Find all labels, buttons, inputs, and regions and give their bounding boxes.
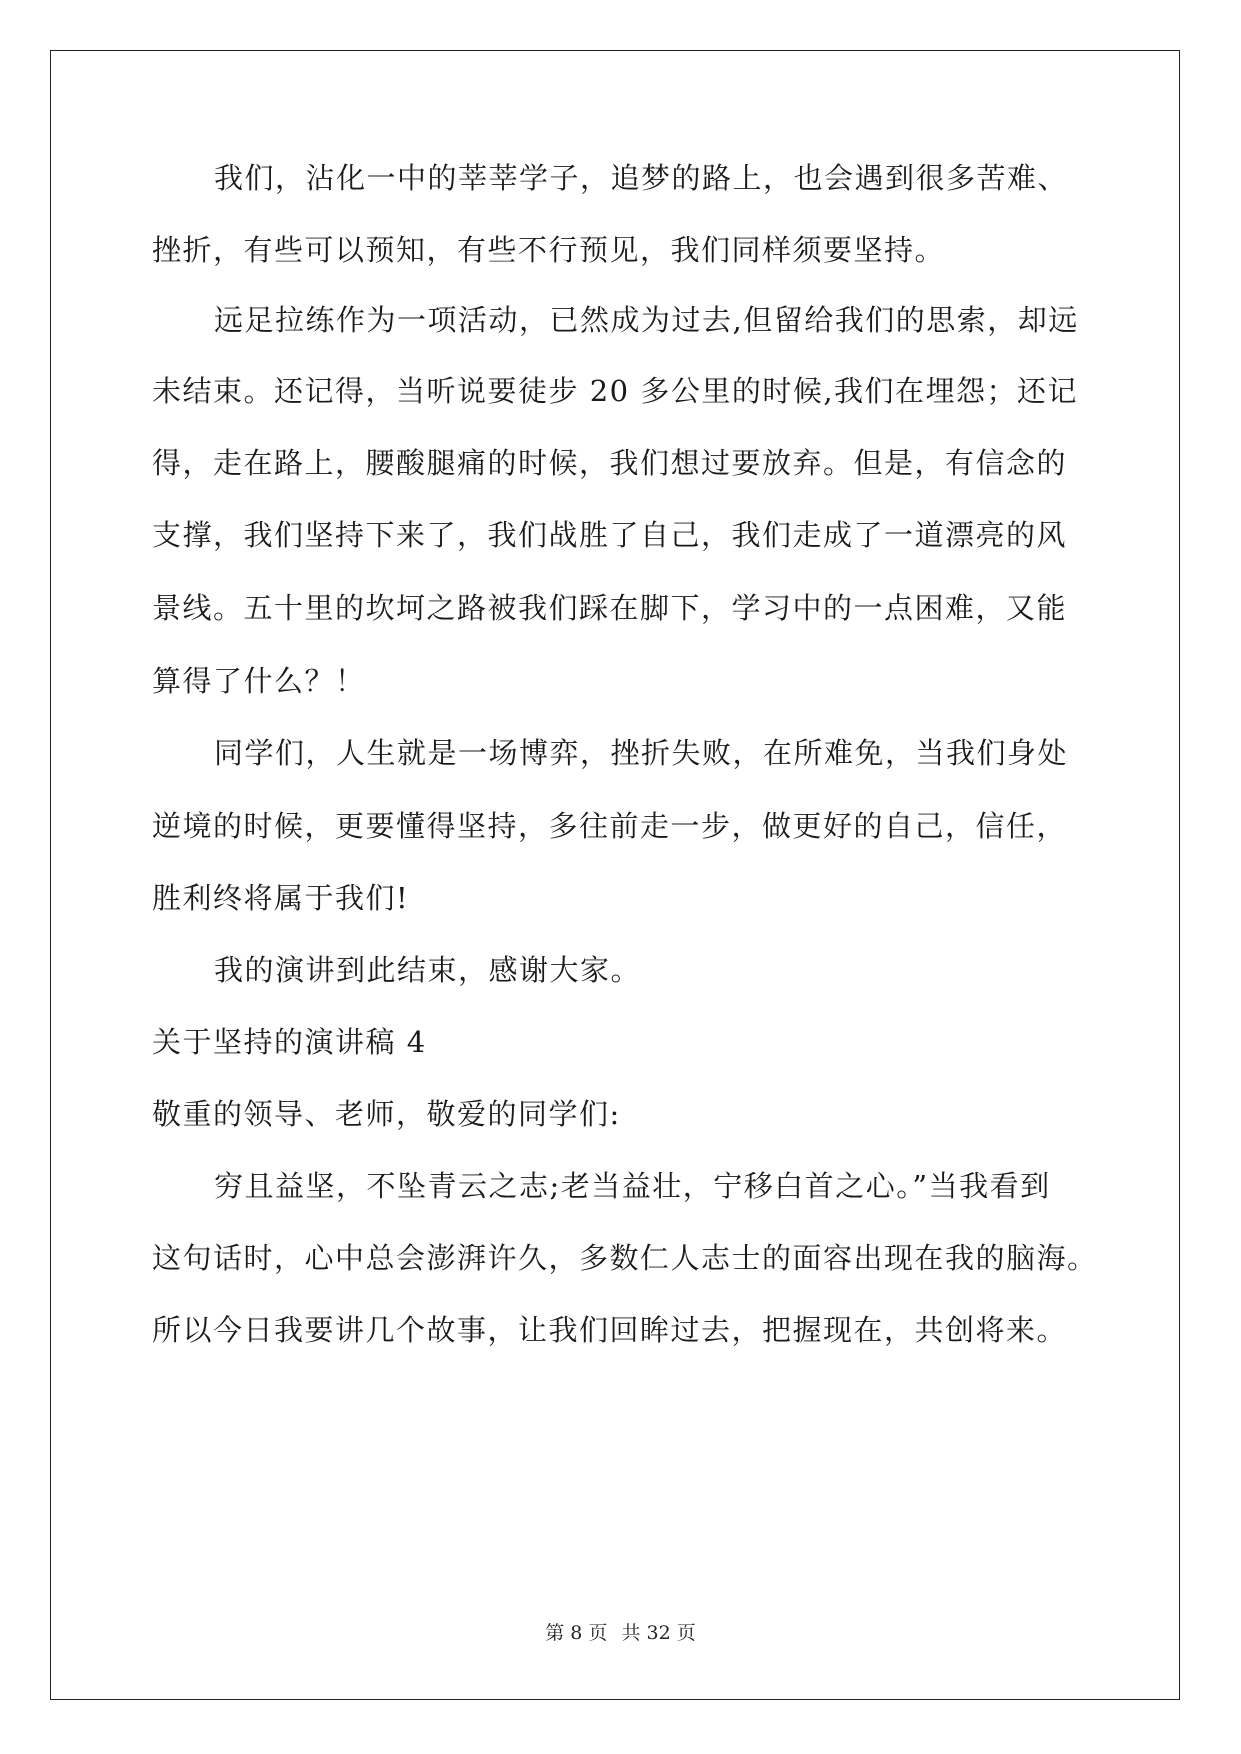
page-border (50, 50, 1180, 1700)
paragraph-line: 这句话时，心中总会澎湃许久，多数仁人志士的面容出现在我的脑海。 (152, 1241, 1098, 1275)
paragraph-line: 景线。五十里的坎坷之路被我们踩在脚下，学习中的一点困难，又能 (152, 591, 1068, 625)
paragraph-line: 支撑，我们坚持下来了，我们战胜了自己，我们走成了一道漂亮的风 (152, 518, 1068, 552)
paragraph-line: 远足拉练作为一项活动，已然成为过去,但留给我们的思索，却远 (214, 303, 1079, 337)
page-footer (0, 1618, 1241, 1645)
paragraph-line: 穷且益坚，不坠青云之志;老当益壮，宁移白首之心。”当我看到 (214, 1169, 1051, 1203)
page-number: 第 8 页 (545, 1622, 608, 1644)
paragraph-line: 同学们，人生就是一场博弈，挫折失败，在所难免，当我们身处 (214, 736, 1069, 770)
paragraph-line: 得，走在路上，腰酸腿痛的时候，我们想过要放弃。但是，有信念的 (152, 446, 1068, 480)
paragraph-line: 逆境的时候，更要懂得坚持，多往前走一步，做更好的自己，信任， (152, 809, 1068, 843)
section-heading: 关于坚持的演讲稿 4 (152, 1025, 427, 1059)
paragraph-line: 未结束。还记得，当听说要徒步 20 多公里的时候,我们在埋怨；还记 (152, 374, 1079, 408)
paragraph-line: 我们，沾化一中的莘莘学子，追梦的路上，也会遇到很多苦难、 (214, 161, 1069, 195)
paragraph-line: 算得了什么？！ (152, 664, 366, 698)
paragraph-line: 胜利终将属于我们! (152, 881, 410, 915)
paragraph-line: 所以今日我要讲几个故事，让我们回眸过去，把握现在，共创将来。 (152, 1313, 1068, 1347)
paragraph-line: 我的演讲到此结束，感谢大家。 (214, 953, 642, 987)
paragraph-line: 挫折，有些可以预知，有些不行预见，我们同样须要坚持。 (152, 233, 946, 267)
total-pages: 共 32 页 (621, 1622, 696, 1644)
salutation-line: 敬重的领导、老师，敬爱的同学们: (152, 1097, 621, 1131)
